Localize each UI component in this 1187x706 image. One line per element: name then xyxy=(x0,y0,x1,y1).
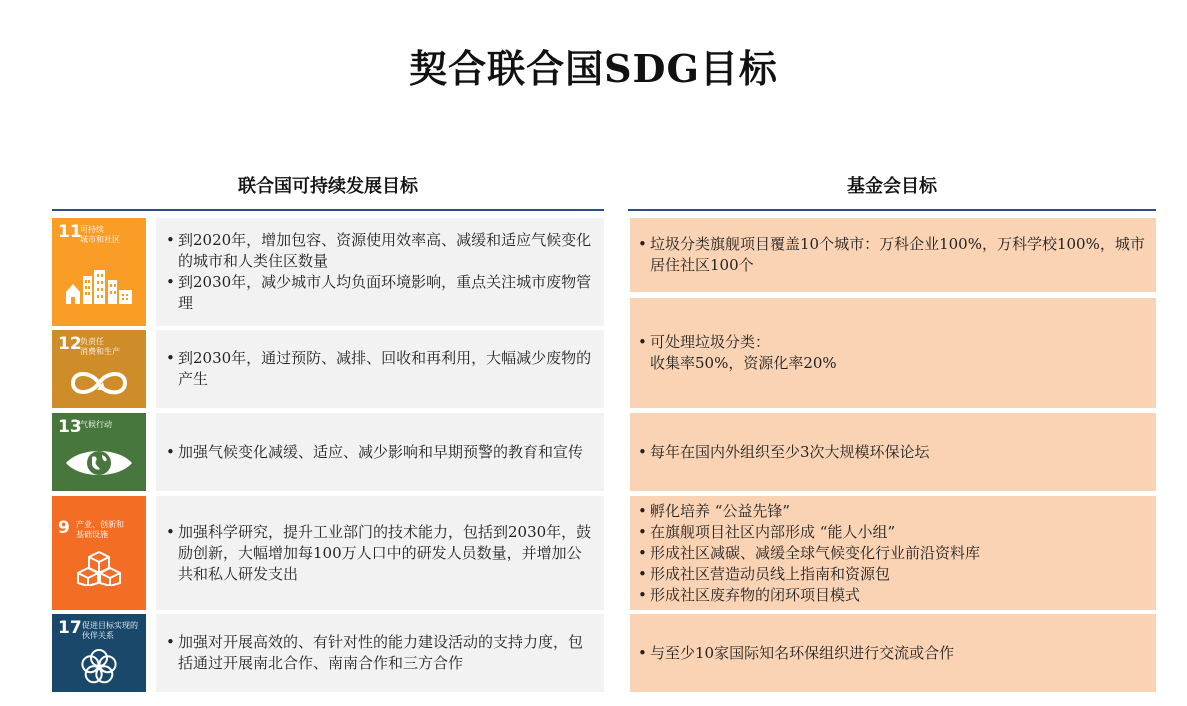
sdg-17-targets xyxy=(156,614,604,692)
sdg-number: 11 xyxy=(58,222,82,242)
sdg-label: 产业、创新和 基础设施 xyxy=(76,520,124,539)
target-item: • 加强对开展高效的、有针对性的能力建设活动的支持力度，包括通过开展南北合作、南南合作和三方合作 xyxy=(166,633,584,672)
foundation-goal-partnership xyxy=(630,614,1156,692)
sdg-number: 13 xyxy=(58,417,82,437)
sdg-11-targets xyxy=(156,218,604,326)
sdg-17-tile xyxy=(52,614,146,692)
rings-icon xyxy=(78,646,120,688)
page-title: 契合联合国SDG目标 xyxy=(409,46,778,91)
sdg-row-17 xyxy=(52,614,1156,692)
foundation-item: • 形成社区减碳、减缓全球气候变化行业前沿资料库 xyxy=(638,543,981,562)
un-goals-column-header: 联合国可持续发展目标 xyxy=(238,176,418,197)
sdg-row-12 xyxy=(52,330,1156,408)
target-item: • 加强气候变化减缓、适应、减少影响和早期预警的教育和宣传 xyxy=(166,442,584,461)
target-item: • 加强科学研究，提升工业部门的技术能力，包括到2030年，鼓励创新，大幅增加每100万人口中的研发人员数量，并增加公共和私人研发支出 xyxy=(166,522,592,583)
sdg-9-targets xyxy=(156,496,604,610)
left-header-rule xyxy=(52,209,604,211)
sdg-row-9 xyxy=(52,496,1156,610)
city-icon xyxy=(64,270,134,304)
eye-globe-icon xyxy=(64,445,134,481)
target-item: • 到2020年，增加包容、资源使用效率高、减缓和适应气候变化的城市和人类住区数量 xyxy=(166,231,592,270)
foundation-item: • 每年在国内外组织至少3次大规模环保论坛 xyxy=(638,442,930,461)
foundation-goals-column-header: 基金会目标 xyxy=(847,176,937,197)
sdg-number: 12 xyxy=(58,334,82,354)
sdg-13-targets xyxy=(156,413,604,491)
foundation-item: • 形成社区营造动员线上指南和资源包 xyxy=(638,564,891,583)
foundation-item: • 垃圾分类旗舰项目覆盖10个城市：万科企业100%，万科学校100%，城市居住社区100个 xyxy=(638,235,1145,274)
foundation-goal-community xyxy=(630,496,1156,610)
sdg-11-tile xyxy=(52,218,146,326)
sdg-number: 17 xyxy=(58,618,82,638)
cubes-icon xyxy=(74,550,124,586)
foundation-item: • 与至少10家国际知名环保组织进行交流或合作 xyxy=(638,643,955,662)
target-item: • 到2030年，通过预防、减排、回收和再利用，大幅减少废物的产生 xyxy=(166,349,592,388)
sdg-label: 负责任 消费和生产 xyxy=(80,337,120,356)
sdg-label: 气候行动 xyxy=(80,420,112,429)
foundation-item: • 可处理垃圾分类： xyxy=(638,333,771,351)
sdg-number: 9 xyxy=(58,518,70,538)
sdg-12-tile xyxy=(52,330,146,408)
sdg-label: 可持续 城市和社区 xyxy=(80,225,120,244)
sdg-row-13 xyxy=(52,413,1156,491)
target-item: • 到2030年，减少城市人均负面环境影响，重点关注城市废物管理 xyxy=(166,273,592,312)
foundation-goal-coverage xyxy=(630,218,1156,292)
infinity-icon xyxy=(67,368,131,398)
sdg-13-tile xyxy=(52,413,146,491)
sdg-12-targets xyxy=(156,330,604,408)
foundation-sub-item: 收集率50%，资源化率20% xyxy=(650,354,837,372)
foundation-item: • 在旗舰项目社区内部形成 “能人小组” xyxy=(638,522,896,541)
sdg-9-tile xyxy=(52,496,146,610)
right-header-rule xyxy=(628,209,1156,211)
foundation-item: • 形成社区废弃物的闭环项目模式 xyxy=(638,585,861,604)
sdg-label: 促进目标实现的 伙伴关系 xyxy=(82,621,138,640)
foundation-item: • 孵化培养 “公益先锋” xyxy=(638,501,791,520)
foundation-goal-forums xyxy=(630,413,1156,491)
